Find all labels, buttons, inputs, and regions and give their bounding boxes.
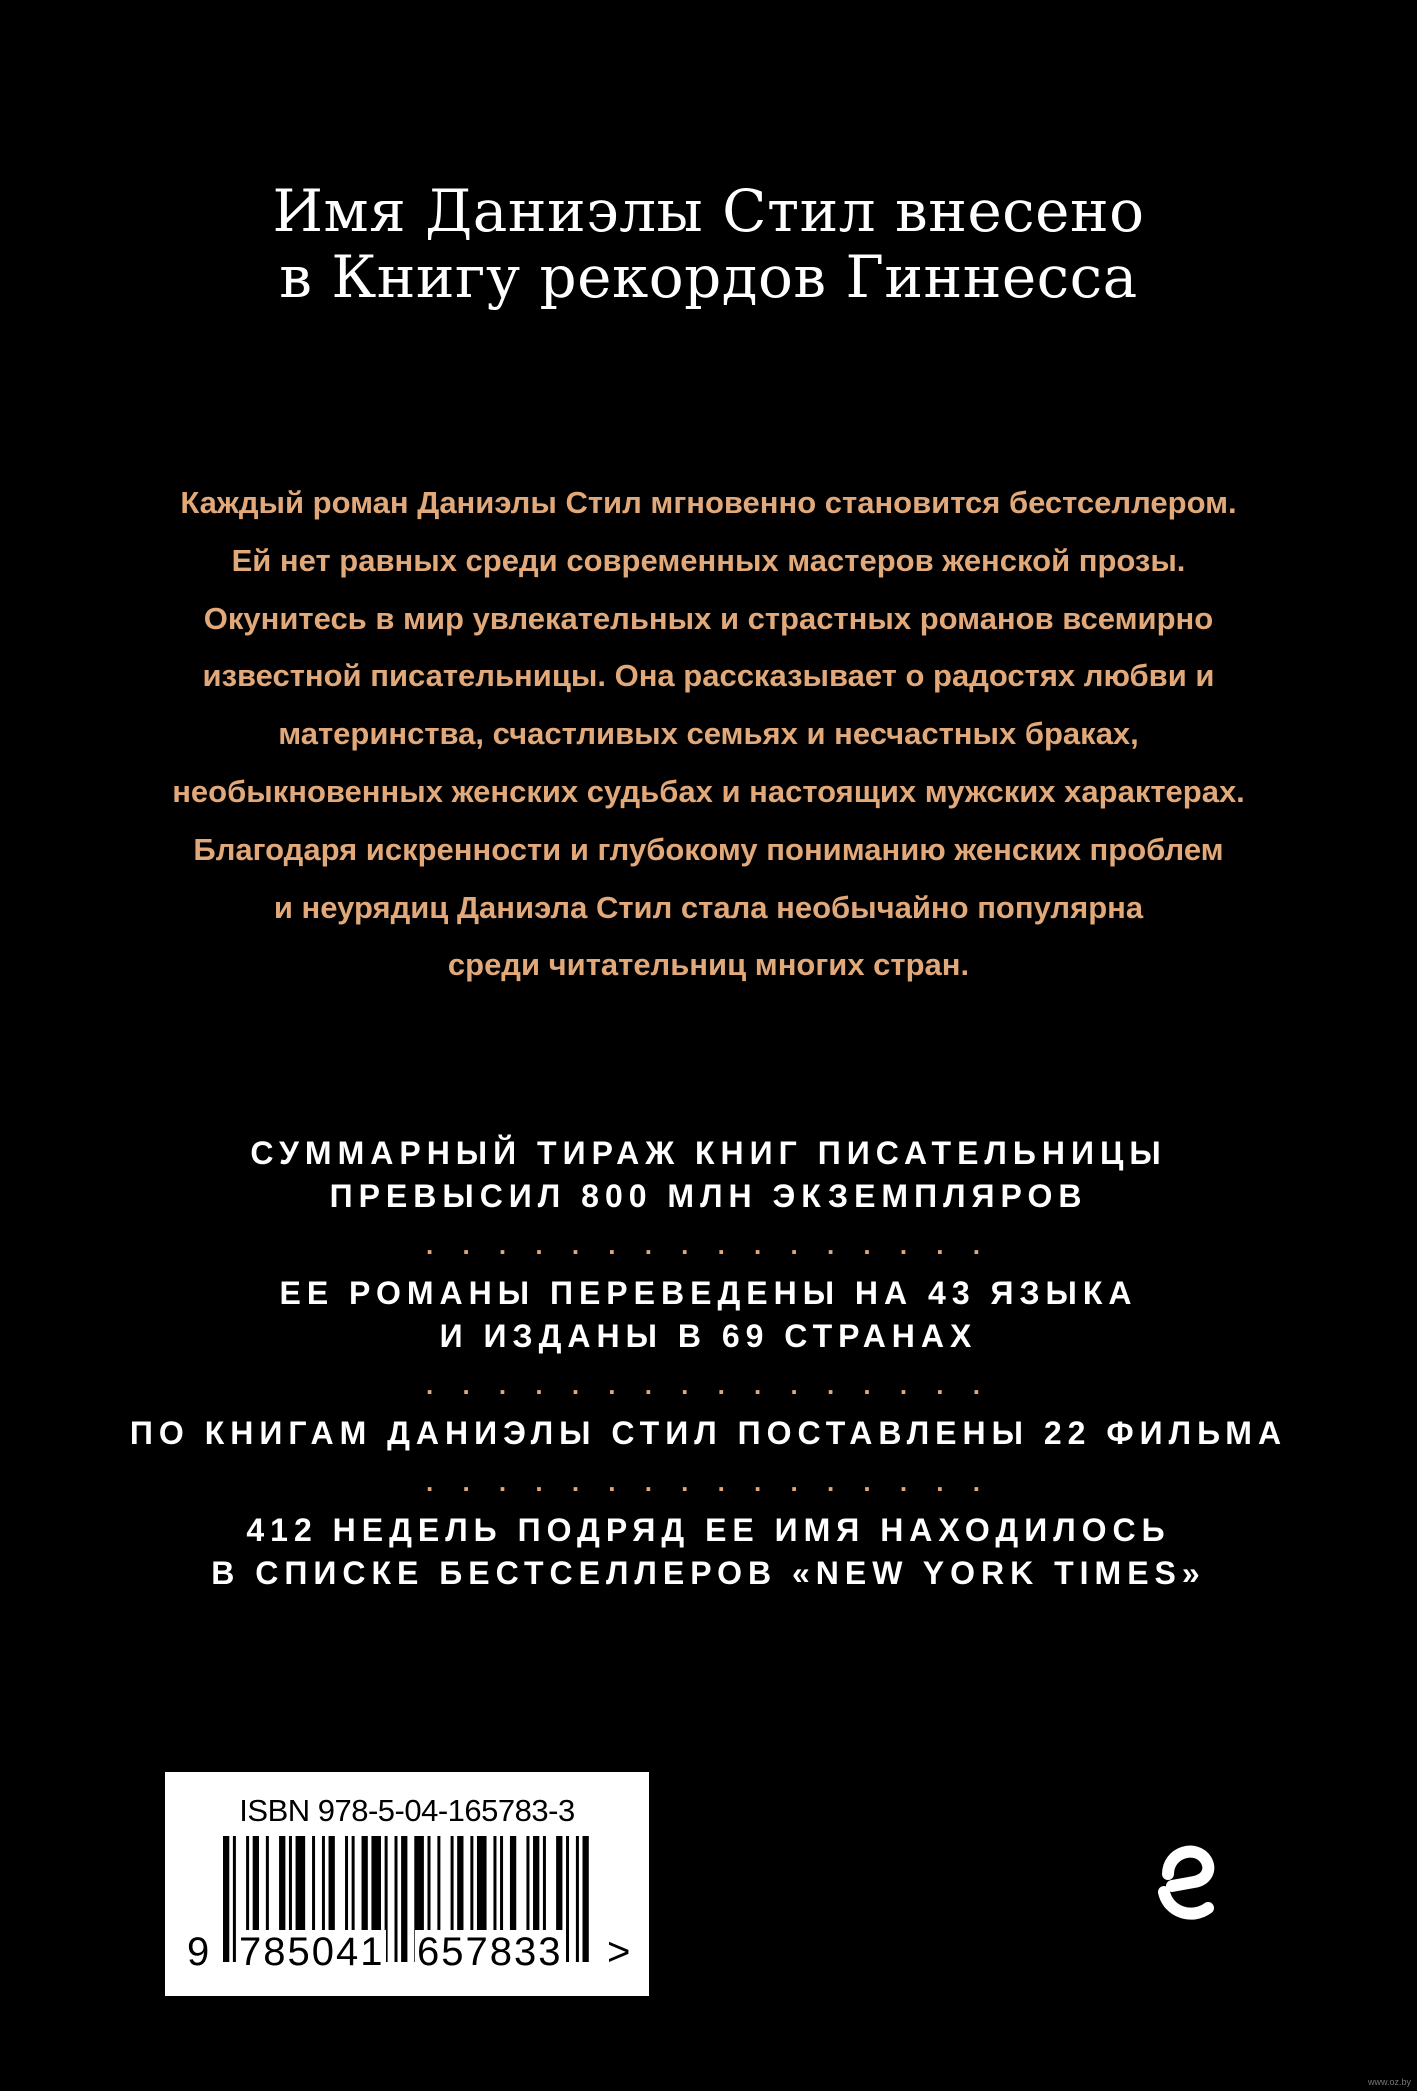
dotted-separator: . . . . . . . . . . . . . . . . <box>426 1467 991 1497</box>
eksmo-logo-icon <box>1150 1838 1220 1922</box>
description-line: и неурядиц Даниэла Стил стала необычайно популярна <box>273 889 1144 925</box>
fact-circulation <box>0 1132 1417 1218</box>
dotted-separator: . . . . . . . . . . . . . . . . <box>426 1370 991 1400</box>
barcode-right-group: 657833 <box>417 1930 563 1974</box>
headline <box>0 178 1417 310</box>
description-line: Благодаря искренности и глубокому пониманию женских проблем <box>193 831 1224 867</box>
description-line: известной писательницы. Она рассказывает о радостях любви и <box>202 658 1215 694</box>
description-line: необыкновенных женских судьбах и настоящих мужских характерах. <box>172 773 1245 809</box>
barcode-quiet-mark: > <box>607 1930 633 1974</box>
fact-line: ПО КНИГАМ ДАНИЭЛЫ СТИЛ ПОСТАВЛЕНЫ 22 ФИЛЬМА <box>129 1415 1288 1451</box>
fact-line: В СПИСКЕ БЕСТСЕЛЛЕРОВ «NEW YORK TIMES» <box>211 1555 1206 1591</box>
fact-line: ПРЕВЫСИЛ 800 МЛН ЭКЗЕМПЛЯРОВ <box>329 1178 1088 1214</box>
barcode-lead-digit: 9 <box>187 1930 212 1974</box>
facts-list <box>0 1132 1417 1595</box>
isbn-label: ISBN 978-5-04-165783-3 <box>239 1793 575 1828</box>
fact-line: СУММАРНЫЙ ТИРАЖ КНИГ ПИСАТЕЛЬНИЦЫ <box>250 1135 1167 1171</box>
barcode-panel <box>165 1772 649 1996</box>
description-line: Каждый роман Даниэлы Стил мгновенно становится бестселлером. <box>180 485 1237 520</box>
watermark: www.oz.by <box>1367 2077 1411 2087</box>
description-line: среди читательниц многих стран. <box>447 947 970 983</box>
description-line: Окунитесь в мир увлекательных и страстных романов всемирно <box>203 600 1214 636</box>
fact-line: ЕЕ РОМАНЫ ПЕРЕВЕДЕНЫ НА 43 ЯЗЫКА <box>279 1275 1138 1311</box>
description-line: Ей нет равных среди современных мастеров женской прозы. <box>231 542 1186 578</box>
fact-line: 412 НЕДЕЛЬ ПОДРЯД ЕЕ ИМЯ НАХОДИЛОСЬ <box>246 1512 1171 1548</box>
fact-translations <box>0 1272 1417 1358</box>
barcode-left-group: 785041 <box>239 1930 385 1974</box>
description <box>80 474 1337 994</box>
fact-films <box>0 1412 1417 1455</box>
dotted-separator: . . . . . . . . . . . . . . . . <box>426 1230 991 1260</box>
description-line: материнства, счастливых семьях и несчастных браках, <box>278 716 1139 752</box>
headline-line-2: в Книгу рекордов Гиннесса <box>279 243 1138 311</box>
headline-line-1: Имя Даниэлы Стил внесено <box>272 177 1145 245</box>
fact-bestseller-weeks <box>0 1509 1417 1595</box>
fact-line: И ИЗДАНЫ В 69 СТРАНАХ <box>439 1318 978 1354</box>
